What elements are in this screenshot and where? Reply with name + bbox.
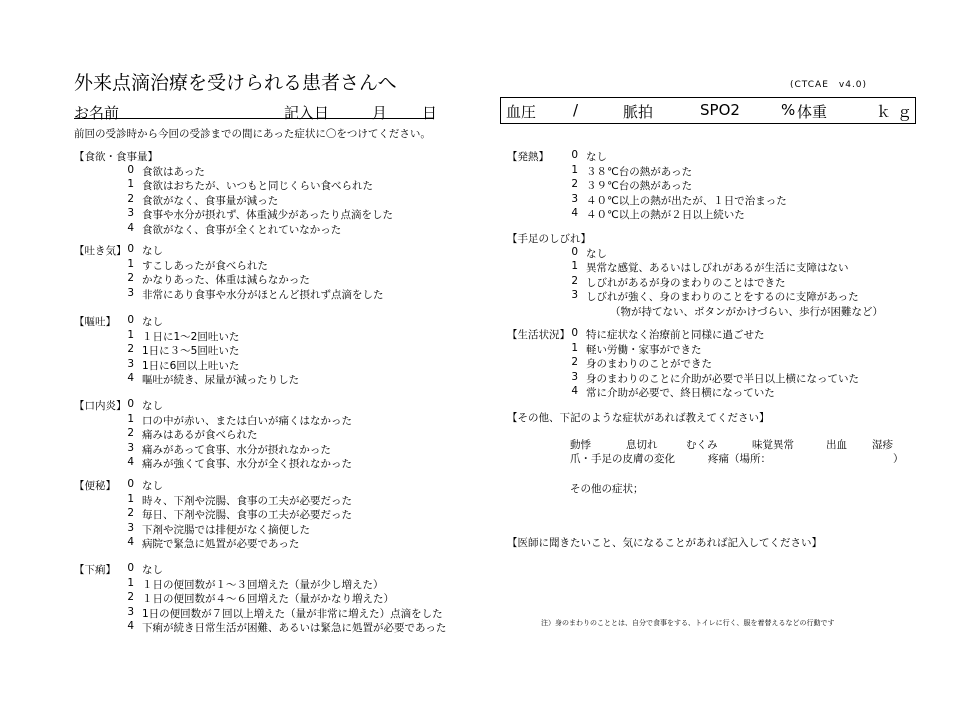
item-text: 痛みがあって食事、水分が摂れなかった: [142, 443, 331, 456]
section-label: 【食欲・食事量】: [74, 151, 158, 163]
item-text: なし: [142, 480, 163, 492]
symptom-option: むくみ: [686, 439, 718, 451]
item-text: 口の中が赤い、または白いが痛くはなかった: [142, 414, 352, 427]
item-number: 1: [571, 163, 578, 176]
date-label: 記入日: [284, 104, 330, 122]
pulse-label: 脈拍: [623, 103, 654, 121]
item-text: 痛みが強くて食事、水分が全く摂れなかった: [142, 458, 352, 471]
item-text: なし: [142, 316, 163, 328]
item-text: ４０℃以上の熱が出たが、１日で治まった: [586, 194, 787, 207]
weight-label: 体重: [797, 103, 828, 121]
spo2-label: SPO2: [700, 101, 740, 119]
item-number: 3: [127, 605, 134, 618]
item-text: かなりあった、体重は減らなかった: [142, 274, 310, 287]
section-label: 【口内炎】: [74, 400, 127, 412]
item-text: 毎日、下剤や浣腸、食事の工夫が必要だった: [142, 509, 352, 522]
item-text: 非常にあり食事や水分がほとんど摂れず点滴をした: [142, 288, 384, 301]
item-number: 2: [127, 427, 134, 440]
item-text: 病院で緊急に処置が必要であった: [142, 538, 300, 551]
item-text: １日の便回数が４～６回増えた（量がかなり増えた）: [142, 593, 394, 606]
item-number: 4: [127, 372, 134, 385]
item-text: ３８℃台の熱があった: [586, 165, 693, 178]
item-number: 0: [127, 314, 134, 326]
item-text: 身のまわりのことに介助が必要で半日以上横になっていた: [586, 372, 859, 385]
item-number: 4: [127, 620, 134, 633]
item-text: 常に介助が必要で、終日横になっていた: [586, 387, 775, 400]
item-number: 0: [571, 149, 578, 161]
item-number: 2: [571, 356, 578, 369]
item-number: 0: [571, 245, 578, 258]
section-label: 【手足のしびれ】: [507, 233, 591, 245]
item-number: 1: [571, 341, 578, 354]
bp-slash: /: [573, 101, 579, 119]
item-number: 1: [127, 492, 134, 505]
month-label: 月: [372, 104, 388, 122]
item-text: ４０℃以上の熱が２日以上続いた: [586, 209, 745, 222]
symptom-nail-skin: 爪・手足の皮膚の変化: [570, 453, 675, 465]
item-text: 食欲がなく、食事量が減った: [142, 194, 279, 207]
section-label: 【生活状況】: [507, 329, 570, 341]
item-text: しびれがあるが身のまわりのことはできた: [586, 276, 786, 289]
symptom-option: 湿疹: [872, 439, 893, 451]
symptom-option: 味覚異常: [752, 439, 794, 451]
item-text: しびれが強く、身のまわりのことをするのに支障があった: [586, 291, 859, 304]
item-text: 1日に6回以上吐いた: [142, 359, 240, 372]
section-label: 【発熱】: [507, 151, 549, 163]
item-text: 嘔吐が続き、尿量が減ったりした: [142, 374, 300, 387]
item-number: 4: [127, 536, 134, 549]
item-number: 2: [571, 178, 578, 191]
pain-close-paren: ）: [893, 453, 904, 465]
item-number: 1: [127, 412, 134, 425]
footnote: 注）身のまわりのこととは、自分で食事をする、トイレに行く、服を着替えるなどの行動です: [541, 619, 835, 627]
item-text: 1日の便回数が７回以上増えた（量が非常に増えた）点滴をした: [142, 607, 443, 620]
section-label: 【下痢】: [74, 564, 116, 576]
item-number: 0: [127, 562, 134, 574]
item-text: 身のまわりのことができた: [586, 358, 712, 371]
item-text: なし: [142, 400, 163, 412]
symptom-pain: 疼痛（場所：: [708, 453, 771, 465]
item-text: １日に1～2回吐いた: [142, 330, 240, 343]
page-title: 外来点滴治療を受けられる患者さんへ: [74, 72, 397, 94]
section-label: 【吐き気】: [74, 245, 127, 257]
item-number: 2: [571, 274, 578, 287]
instruction-text: 前回の受診時から今回の受診までの間にあった症状に〇をつけてください。: [74, 128, 431, 140]
section-label: 【嘔吐】: [74, 316, 116, 328]
item-text: 特に症状なく治療前と同様に過ごせた: [586, 329, 765, 341]
item-number: 1: [127, 178, 134, 191]
item-number: 0: [571, 327, 578, 339]
item-number: 2: [127, 192, 134, 205]
item-number: 3: [571, 192, 578, 205]
item-text: 食欲がなく、食事が全くとれていなかった: [142, 224, 342, 236]
item-text: 食事や水分が摂れず、体重減少があったり点滴をした: [142, 209, 394, 222]
item-text: １日の便回数が１～３回増えた（量が少し増えた）: [142, 578, 384, 591]
symptom-option: 息切れ: [626, 439, 658, 451]
item-text: なし: [142, 564, 163, 576]
item-number: 0: [127, 163, 134, 176]
item-text: 痛みはあるが食べられた: [142, 429, 258, 442]
item-text: 下剤や浣腸では排便がなく摘便した: [142, 523, 310, 536]
item-text: すこしあったが食べられた: [142, 259, 268, 272]
item-number: 3: [127, 207, 134, 220]
item-text: なし: [586, 151, 607, 163]
bp-label: 血圧: [506, 103, 537, 121]
item-number: 1: [571, 260, 578, 273]
other-symptoms-label: 【その他、下記のような症状があれば教えてください】: [507, 412, 770, 424]
item-number: 1: [127, 576, 134, 589]
item-number: 3: [127, 521, 134, 534]
section-extra-note: （物が持てない、ボタンがかけづらい、歩行が困難など）: [610, 306, 883, 318]
item-text: 時々、下剤や浣腸、食事の工夫が必要だった: [142, 494, 352, 507]
item-number: 3: [571, 289, 578, 302]
item-text: なし: [142, 245, 163, 257]
item-text: 異常な感覚、あるいはしびれがあるが生活に支障はない: [586, 262, 849, 275]
day-label: 日: [422, 104, 438, 122]
item-number: 3: [127, 441, 134, 454]
item-number: 3: [127, 357, 134, 370]
item-number: 4: [127, 222, 134, 234]
percent-label: %: [781, 101, 796, 119]
item-number: 2: [127, 272, 134, 285]
item-number: 2: [127, 591, 134, 604]
item-text: ３９℃台の熱があった: [586, 180, 693, 193]
item-number: 4: [127, 456, 134, 469]
item-text: 食欲はおちたが、いつもと同じくらい食べられた: [142, 180, 373, 193]
item-text: なし: [586, 247, 607, 260]
item-number: 0: [127, 478, 134, 490]
name-label: お名前: [74, 104, 120, 122]
item-number: 2: [127, 343, 134, 356]
item-number: 4: [571, 385, 578, 398]
symptom-option: 出血: [826, 439, 847, 451]
item-text: 食欲はあった: [142, 165, 205, 178]
item-number: 1: [127, 328, 134, 341]
item-number: 4: [571, 207, 578, 220]
item-number: 3: [127, 286, 134, 299]
item-number: 0: [127, 243, 134, 255]
symptom-option: 動悸: [570, 439, 591, 451]
item-text: 1日に３～5回吐いた: [142, 345, 240, 358]
vitals-box: [500, 97, 919, 124]
kg-label: ｋｇ: [876, 103, 919, 121]
item-number: 0: [127, 398, 134, 410]
name-date-line: [74, 102, 438, 122]
other-symptoms-field: その他の症状；: [570, 483, 644, 495]
version-label: (CTCAE v4.0): [790, 80, 868, 90]
section-label: 【便秘】: [74, 480, 116, 492]
questions-label: 【医師に聞きたいこと、気になることがあれば記入してください】: [507, 537, 822, 549]
item-text: 軽い労働・家事ができた: [586, 343, 702, 356]
item-number: 2: [127, 507, 134, 520]
item-text: 下痢が続き日常生活が困難、あるいは緊急に処置が必要であった: [142, 622, 447, 635]
item-number: 3: [571, 370, 578, 383]
item-number: 1: [127, 257, 134, 270]
